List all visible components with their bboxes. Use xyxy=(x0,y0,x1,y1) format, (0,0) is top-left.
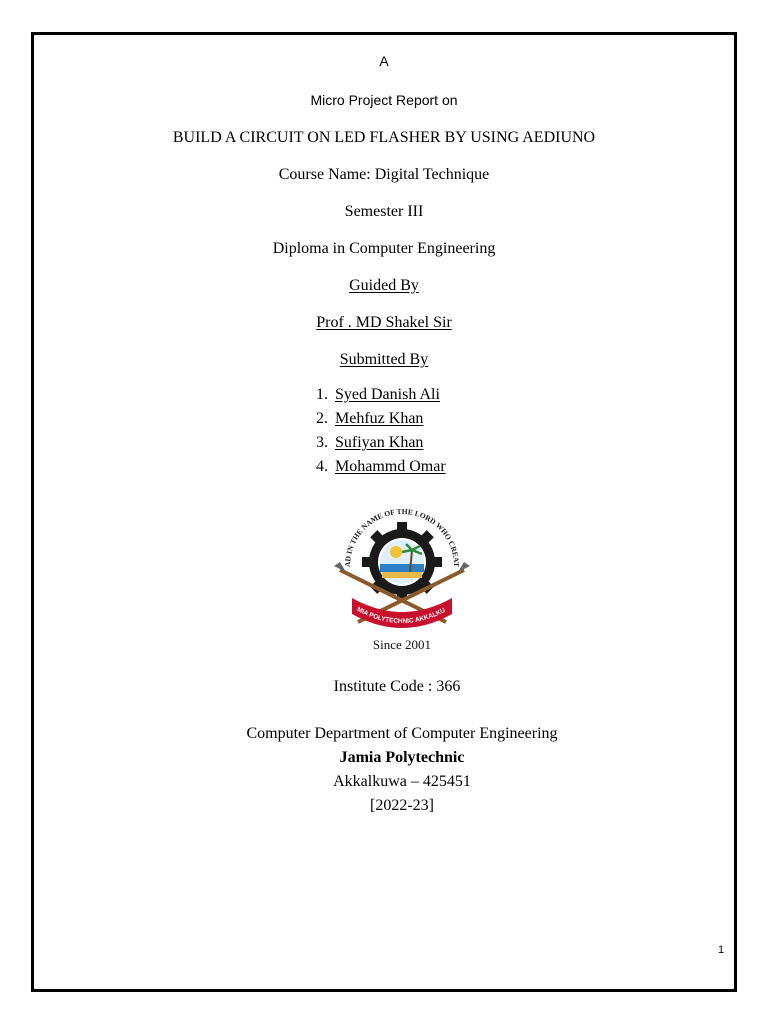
submitted-by-heading xyxy=(0,351,768,369)
academic-year: [2022-23] xyxy=(370,797,434,814)
member-number: 2. xyxy=(316,410,328,427)
member-item xyxy=(304,386,440,404)
member-item xyxy=(304,434,423,452)
department: Computer Department of Computer Engineering xyxy=(246,725,558,742)
page-number: 1 xyxy=(718,944,725,956)
report-title: BUILD A CIRCUIT ON LED FLASHER BY USING AEDIUNO xyxy=(172,129,596,146)
institute-logo-graphic xyxy=(326,494,478,656)
institute-name: Jamia Polytechnic xyxy=(339,749,465,766)
member-number: 3. xyxy=(316,434,328,451)
member-name: Sufiyan Khan xyxy=(335,434,424,451)
article-text: A xyxy=(379,53,389,69)
member-name: Mohammd Omar xyxy=(335,458,446,475)
logo-arc-text: AD IN THE NAME OF THE LORD WHO CREAT xyxy=(342,506,462,568)
institute-logo xyxy=(326,494,478,656)
diploma: Diploma in Computer Engineering xyxy=(272,240,496,257)
member-item xyxy=(304,410,423,428)
guide-name-line xyxy=(0,314,768,332)
logo-banner-text: MIA POLYTECHNIC AKKALKU xyxy=(355,605,447,626)
location: Akkalkuwa – 425451 xyxy=(333,773,471,790)
member-name: Syed Danish Ali xyxy=(335,386,440,403)
member-number: 1. xyxy=(316,386,328,403)
report-type: Micro Project Report on xyxy=(310,92,458,108)
semester: Semester III xyxy=(344,203,424,220)
submitted-by-label: Submitted By xyxy=(339,351,429,368)
landscape-emblem xyxy=(380,540,424,584)
member-number: 4. xyxy=(316,458,328,475)
course-name: Course Name: Digital Technique xyxy=(278,166,490,183)
logo-since-text: Since 2001 xyxy=(372,637,432,652)
member-name: Mehfuz Khan xyxy=(335,410,424,427)
guide-name: Prof . MD Shakel Sir xyxy=(316,314,452,331)
member-item xyxy=(304,458,446,476)
institute-code: Institute Code : 366 xyxy=(333,678,461,695)
guided-by-heading xyxy=(0,277,768,295)
guided-by-label: Guided By xyxy=(349,277,419,294)
